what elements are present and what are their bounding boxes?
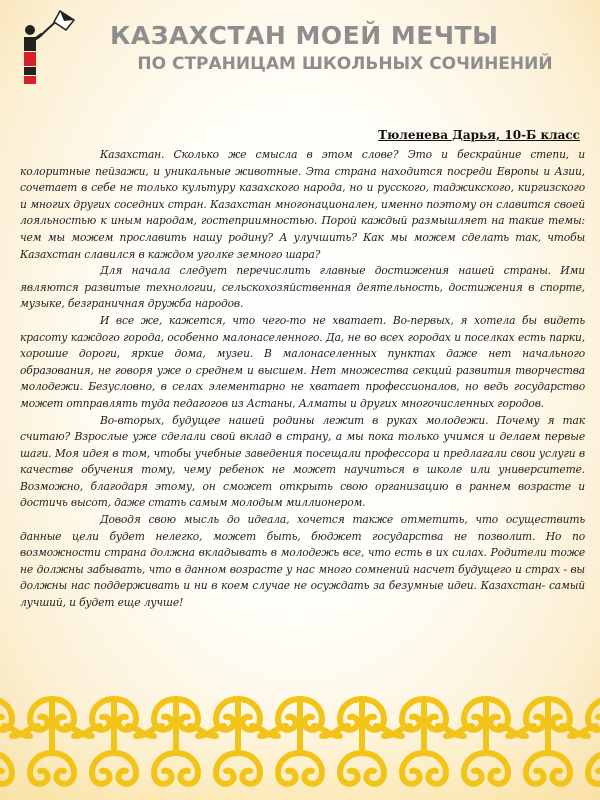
author-line: Тюленева Дарья, 10-Б класс [378,128,580,142]
essay-paragraph: Для начала следует перечислить главные достижения нашей страны. Ими являются развитые технологии, сельскохозяйственная деятельность, достижения в спорте, музыке, безграничная дружба народов. [20,264,585,311]
page-title: КАЗАХСТАН МОЕЙ МЕЧТЫ [110,21,499,50]
signal-flag-logo-icon [14,8,78,90]
page-subtitle: ПО СТРАНИЦАМ ШКОЛЬНЫХ СОЧИНЕНИЙ [137,54,553,74]
essay-paragraph: И все же, кажется, что чего-то не хватает. Во-первых, я хотела бы видеть красоту каждого города, особенно малонаселенного. Да, не во всех городах и поселках есть парки, хорошие дороги, яркие дома, музеи. В малонаселенных пунктах даже нет начального образования, не говоря уже о среднем и высшем. Нет множества секций развития творчества молодежи. Безусловно, в селах элементарно не хватает профессионалов, но ведь государство может отправлять туда педагогов из Астаны, Алматы и других многочисленных городов. [20,313,585,410]
essay-paragraph: Доводя свою мысль до идеала, хочется также отметить, что осуществить данные цели будет нелегко, может быть, бюджет государства не позволит. Но по возможности страна должна вкладывать в молодежь все, что есть в их силах. Родители тоже не должны забывать, что в данном возрасте у нас много сомнений насчет будущего и страх - вы должны нас поддерживать и ни в коем случае не осуждать за безумные идеи. Казахстан- самый лучший, и будет еще лучше! [20,513,585,610]
essay-body [20,147,585,612]
kazakh-ornament-border [0,683,600,800]
essay-paragraph: Казахстан. Сколько же смысла в этом слове? Это и бескрайние степи, и колоритные пейзажи, и уникальные животные. Эта страна находится посреди Европы и Азии, сочетает в себе не только культуру казахского народа, но и русского, таджикского, киргизского и многих других соседних стран. Казахстан многонационален, именно поэтому он славится своей лояльностью к иным народам, гостеприимностью. Порой каждый размышляет на такие темы: чем мы можем прославить нашу родину? А улучшить? Как мы можем сделать так, чтобы Казахстан славился в каждом уголке земного шара? [20,148,585,261]
essay-paragraph: Во-вторых, будущее нашей родины лежит в руках молодежи. Почему я так считаю? Взрослые уже сделали свой вклад в страну, а мы пока только учимся и делаем первые шаги. Моя идея в том, чтобы учебные заведения посещали профессора и предлагали свои услуги в качестве обучения тому, чему ребенок не может научиться в школе или университете. Возможно, благодаря этому, он сможет открыть свою организацию в раннем возрасте и достичь высот, даже стать самым молодым миллионером. [20,413,585,510]
